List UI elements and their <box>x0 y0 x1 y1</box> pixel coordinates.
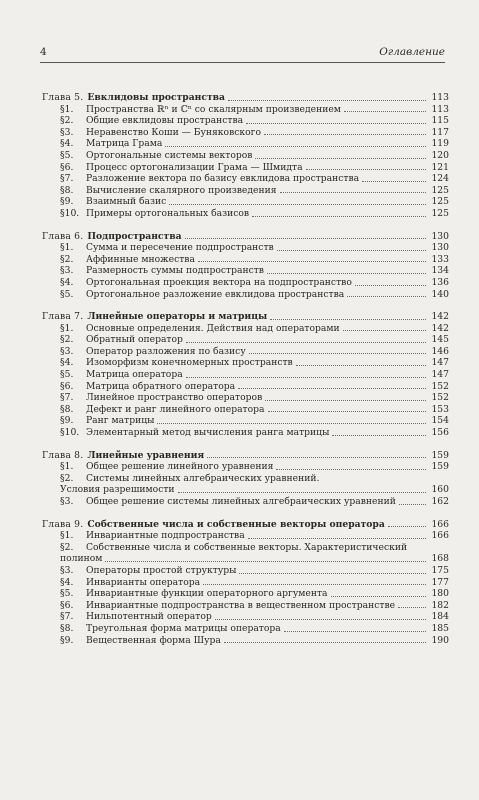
section-number: §2. <box>60 472 74 484</box>
section-number: §1. <box>60 242 74 254</box>
section-number: §2. <box>60 253 74 265</box>
leader-dots <box>198 261 426 262</box>
leader-dots <box>105 561 426 562</box>
toc-entry[interactable] <box>42 277 449 289</box>
leader-dots <box>249 353 426 354</box>
section-title: Ортогональные системы векторов <box>86 149 253 161</box>
section-title: Сумма и пересечение подпространств <box>86 242 274 254</box>
section-number: §10. <box>60 207 80 219</box>
section-number: §8. <box>60 403 74 415</box>
leader-dots <box>207 457 426 458</box>
toc-chapter <box>42 450 449 508</box>
chapter-heading[interactable] <box>42 519 449 531</box>
toc-entry[interactable] <box>42 461 449 473</box>
toc-entry[interactable] <box>42 635 449 647</box>
toc-entry[interactable] <box>42 611 449 623</box>
section-title: Вычисление скалярного произведения <box>86 184 277 196</box>
section-page: 120 <box>431 149 449 161</box>
section-title: Матрица оператора <box>86 369 183 381</box>
toc-entry[interactable] <box>42 150 449 162</box>
section-page: 125 <box>431 207 449 219</box>
section-page: 184 <box>431 611 449 623</box>
section-number: §4. <box>60 138 74 150</box>
chapter-label: Глава 8. <box>42 449 84 461</box>
leader-dots <box>255 158 426 159</box>
toc-entry[interactable] <box>42 357 449 369</box>
chapter-heading[interactable] <box>42 311 449 323</box>
leader-dots <box>344 111 426 112</box>
leader-dots <box>306 169 426 170</box>
section-number: §9. <box>60 634 74 646</box>
section-title: Обратный оператор <box>86 334 183 346</box>
leader-dots <box>280 192 426 193</box>
toc-entry[interactable] <box>42 265 449 277</box>
toc-entry[interactable] <box>42 542 449 554</box>
toc-entry[interactable] <box>42 496 449 508</box>
toc-entry[interactable] <box>42 623 449 635</box>
leader-dots <box>239 573 426 574</box>
leader-dots <box>186 377 426 378</box>
section-number: §3. <box>60 564 74 576</box>
section-page: 117 <box>431 126 449 138</box>
toc-entry[interactable] <box>42 404 449 416</box>
leader-dots <box>246 123 426 124</box>
leader-dots <box>362 181 426 182</box>
section-number: §5. <box>60 288 74 300</box>
leader-dots <box>277 250 426 251</box>
section-page: 133 <box>431 253 449 265</box>
section-number: §2. <box>60 334 74 346</box>
chapter-title: Собственные числа и собственные векторы оператора <box>87 518 385 530</box>
leader-dots <box>347 296 426 297</box>
section-page: 190 <box>431 634 449 646</box>
toc-entry[interactable] <box>42 473 449 485</box>
section-title: Инвариантные функции операторного аргумента <box>86 588 328 600</box>
leader-dots <box>185 238 426 239</box>
section-title: Элементарный метод вычисления ранга матрицы <box>86 427 330 439</box>
section-page: 147 <box>431 369 449 381</box>
section-number: §3. <box>60 345 74 357</box>
toc-entry[interactable] <box>42 127 449 139</box>
section-page: 136 <box>431 276 449 288</box>
section-page: 160 <box>431 484 449 496</box>
section-title: Инвариантные подпространства <box>86 530 245 542</box>
section-page: 142 <box>431 322 449 334</box>
section-title: Матрица Грама <box>86 138 163 150</box>
section-number: §1. <box>60 530 74 542</box>
section-page: 124 <box>431 173 449 185</box>
leader-dots <box>248 538 426 539</box>
chapter-page: 159 <box>431 449 449 461</box>
chapter-heading[interactable] <box>42 92 449 104</box>
toc-entry[interactable] <box>42 427 449 439</box>
chapter-page: 142 <box>431 311 449 323</box>
section-number: §1. <box>60 103 74 115</box>
toc-entry[interactable] <box>42 392 449 404</box>
table-of-contents <box>42 92 449 657</box>
chapter-label: Глава 6. <box>42 230 84 242</box>
section-number: §7. <box>60 173 74 185</box>
section-number: §3. <box>60 126 74 138</box>
section-number: §7. <box>60 392 74 404</box>
section-title: Примеры ортогональных базисов <box>86 207 250 219</box>
section-page: 177 <box>431 576 449 588</box>
toc-entry[interactable] <box>42 588 449 600</box>
toc-entry[interactable] <box>42 577 449 589</box>
section-page: 146 <box>431 345 449 357</box>
toc-entry[interactable] <box>42 173 449 185</box>
toc-entry[interactable] <box>42 334 449 346</box>
section-number: §5. <box>60 588 74 600</box>
section-page: 159 <box>431 461 449 473</box>
leader-dots <box>388 526 426 527</box>
leader-dots <box>186 342 426 343</box>
chapter-heading[interactable] <box>42 450 449 462</box>
chapter-label: Глава 7. <box>42 311 84 323</box>
leader-dots <box>331 596 426 597</box>
chapter-title: Линейные операторы и матрицы <box>87 311 268 323</box>
section-title: Инварианты оператора <box>86 576 201 588</box>
section-title: Ранг матрицы <box>86 415 155 427</box>
section-title: Системы линейных алгебраических уравнений. <box>86 472 320 484</box>
section-page: 166 <box>431 530 449 542</box>
chapter-title: Линейные уравнения <box>87 449 205 461</box>
section-title: Собственные числа и собственные векторы. Характеристический <box>86 541 408 553</box>
leader-dots <box>332 435 426 436</box>
section-page: 125 <box>431 184 449 196</box>
chapter-heading[interactable] <box>42 231 449 243</box>
section-title: Треугольная форма матрицы оператора <box>86 622 281 634</box>
toc-entry-continuation[interactable] <box>42 484 449 496</box>
section-number: §8. <box>60 184 74 196</box>
section-number: §4. <box>60 357 74 369</box>
section-page: 140 <box>431 288 449 300</box>
section-title: Матрица обратного оператора <box>86 380 236 392</box>
section-number: §3. <box>60 496 74 507</box>
chapter-label: Глава 5. <box>42 92 84 103</box>
section-page: 134 <box>431 265 449 277</box>
leader-dots <box>224 642 426 643</box>
toc-entry[interactable] <box>42 289 449 301</box>
leader-dots <box>270 319 426 320</box>
leader-dots <box>169 204 426 205</box>
section-page: 119 <box>431 138 449 150</box>
section-number: §7. <box>60 611 74 623</box>
section-number: §4. <box>60 576 74 588</box>
toc-chapter <box>42 231 449 301</box>
section-number: §8. <box>60 622 74 634</box>
leader-dots <box>284 631 426 632</box>
section-number: §5. <box>60 369 74 381</box>
section-number: §4. <box>60 276 74 288</box>
leader-dots <box>165 146 426 147</box>
section-title: Общее решение системы линейных алгебраических уравнений <box>86 496 396 507</box>
section-page: 168 <box>431 553 449 565</box>
toc-entry[interactable] <box>42 138 449 150</box>
section-title: Пространства ℝⁿ и ℂⁿ со скалярным произведением <box>86 103 341 115</box>
toc-entry[interactable] <box>42 196 449 208</box>
toc-chapter <box>42 519 449 647</box>
section-page: 152 <box>431 380 449 392</box>
chapter-title: Евклидовы пространства <box>87 92 225 103</box>
section-number: §1. <box>60 461 74 473</box>
section-page: 180 <box>431 588 449 600</box>
chapter-page: 130 <box>431 230 449 242</box>
section-title: Изоморфизм конечномерных пространств <box>86 357 293 369</box>
toc-entry[interactable] <box>42 254 449 266</box>
leader-dots <box>267 273 426 274</box>
section-number: §9. <box>60 196 74 208</box>
section-title: Общее решение линейного уравнения <box>86 461 274 473</box>
section-title: Неравенство Коши — Буняковского <box>86 126 262 138</box>
section-title: Аффинные множества <box>86 253 195 265</box>
leader-dots <box>268 411 426 412</box>
section-page: 147 <box>431 357 449 369</box>
section-page: 121 <box>431 161 449 173</box>
section-page: 115 <box>431 115 449 127</box>
section-title: Ортогональная проекция вектора на подпространство <box>86 276 352 288</box>
section-title: Основные определения. Действия над операторами <box>86 322 340 334</box>
leader-dots <box>252 216 426 217</box>
section-page: 154 <box>431 415 449 427</box>
chapter-page: 113 <box>431 92 449 103</box>
section-page: 125 <box>431 196 449 208</box>
chapter-label: Глава 9. <box>42 518 84 530</box>
leader-dots <box>296 365 426 366</box>
leader-dots <box>398 607 426 608</box>
section-title: Операторы простой структуры <box>86 564 237 576</box>
section-title: Линейное пространство операторов <box>86 392 263 404</box>
toc-entry[interactable] <box>42 346 449 358</box>
section-title: Разложение вектора по базису евклидова пространства <box>86 173 360 185</box>
section-number: §5. <box>60 149 74 161</box>
leader-dots <box>228 100 426 101</box>
header-rule <box>40 62 445 63</box>
section-title: Вещественная форма Шура <box>86 634 221 646</box>
leader-dots <box>178 492 426 493</box>
toc-entry-continuation[interactable] <box>42 553 449 565</box>
page-number: 4 <box>40 46 47 58</box>
section-number: §10. <box>60 427 80 439</box>
section-number: §6. <box>60 599 74 611</box>
section-page: 113 <box>431 103 449 115</box>
section-number: §3. <box>60 265 74 277</box>
chapter-page: 166 <box>431 518 449 530</box>
leader-dots <box>355 285 426 286</box>
section-page: 162 <box>431 496 449 507</box>
section-title: Процесс ортогонализации Грама — Шмидта <box>86 161 303 173</box>
section-number: §6. <box>60 161 74 173</box>
toc-chapter <box>42 311 449 439</box>
section-title: Дефект и ранг линейного оператора <box>86 403 265 415</box>
leader-dots <box>265 400 426 401</box>
section-title-continuation: Условия разрешимости <box>60 484 175 496</box>
toc-entry[interactable] <box>42 115 449 127</box>
section-title: Общие евклидовы пространства <box>86 115 244 127</box>
section-number: §2. <box>60 115 74 127</box>
toc-entry[interactable] <box>42 242 449 254</box>
toc-entry[interactable] <box>42 369 449 381</box>
toc-chapter <box>42 92 449 220</box>
toc-entry[interactable] <box>42 104 449 116</box>
section-number: §2. <box>60 541 74 553</box>
leader-dots <box>343 330 426 331</box>
toc-entry[interactable] <box>42 600 449 612</box>
toc-entry[interactable] <box>42 185 449 197</box>
section-page: 145 <box>431 334 449 346</box>
toc-entry[interactable] <box>42 323 449 335</box>
section-title: Размерность суммы подпространств <box>86 265 264 277</box>
section-title: Инвариантные подпространства в вещественном пространстве <box>86 599 396 611</box>
page-header <box>40 46 445 64</box>
leader-dots <box>399 504 426 505</box>
leader-dots <box>264 134 426 135</box>
toc-entry[interactable] <box>42 381 449 393</box>
section-number: §6. <box>60 380 74 392</box>
section-number: §9. <box>60 415 74 427</box>
leader-dots <box>238 388 426 389</box>
toc-entry[interactable] <box>42 208 449 220</box>
section-page: 130 <box>431 242 449 254</box>
section-title-continuation: полином <box>60 553 103 565</box>
section-page: 182 <box>431 599 449 611</box>
section-page: 185 <box>431 622 449 634</box>
leader-dots <box>157 423 426 424</box>
section-title: Взаимный базис <box>86 196 167 208</box>
section-title: Ортогональное разложение евклидова пространства <box>86 288 345 300</box>
toc-entry[interactable] <box>42 530 449 542</box>
section-number: §1. <box>60 322 74 334</box>
leader-dots <box>203 584 426 585</box>
section-page: 152 <box>431 392 449 404</box>
toc-entry[interactable] <box>42 565 449 577</box>
section-page: 156 <box>431 427 449 439</box>
section-title: Оператор разложения по базису <box>86 345 246 357</box>
toc-entry[interactable] <box>42 415 449 427</box>
running-title: Оглавление <box>379 46 445 58</box>
leader-dots <box>215 619 426 620</box>
section-title: Нильпотентный оператор <box>86 611 212 623</box>
chapter-title: Подпространства <box>87 230 182 242</box>
leader-dots <box>276 469 426 470</box>
section-page: 175 <box>431 564 449 576</box>
section-page: 153 <box>431 403 449 415</box>
toc-entry[interactable] <box>42 162 449 174</box>
